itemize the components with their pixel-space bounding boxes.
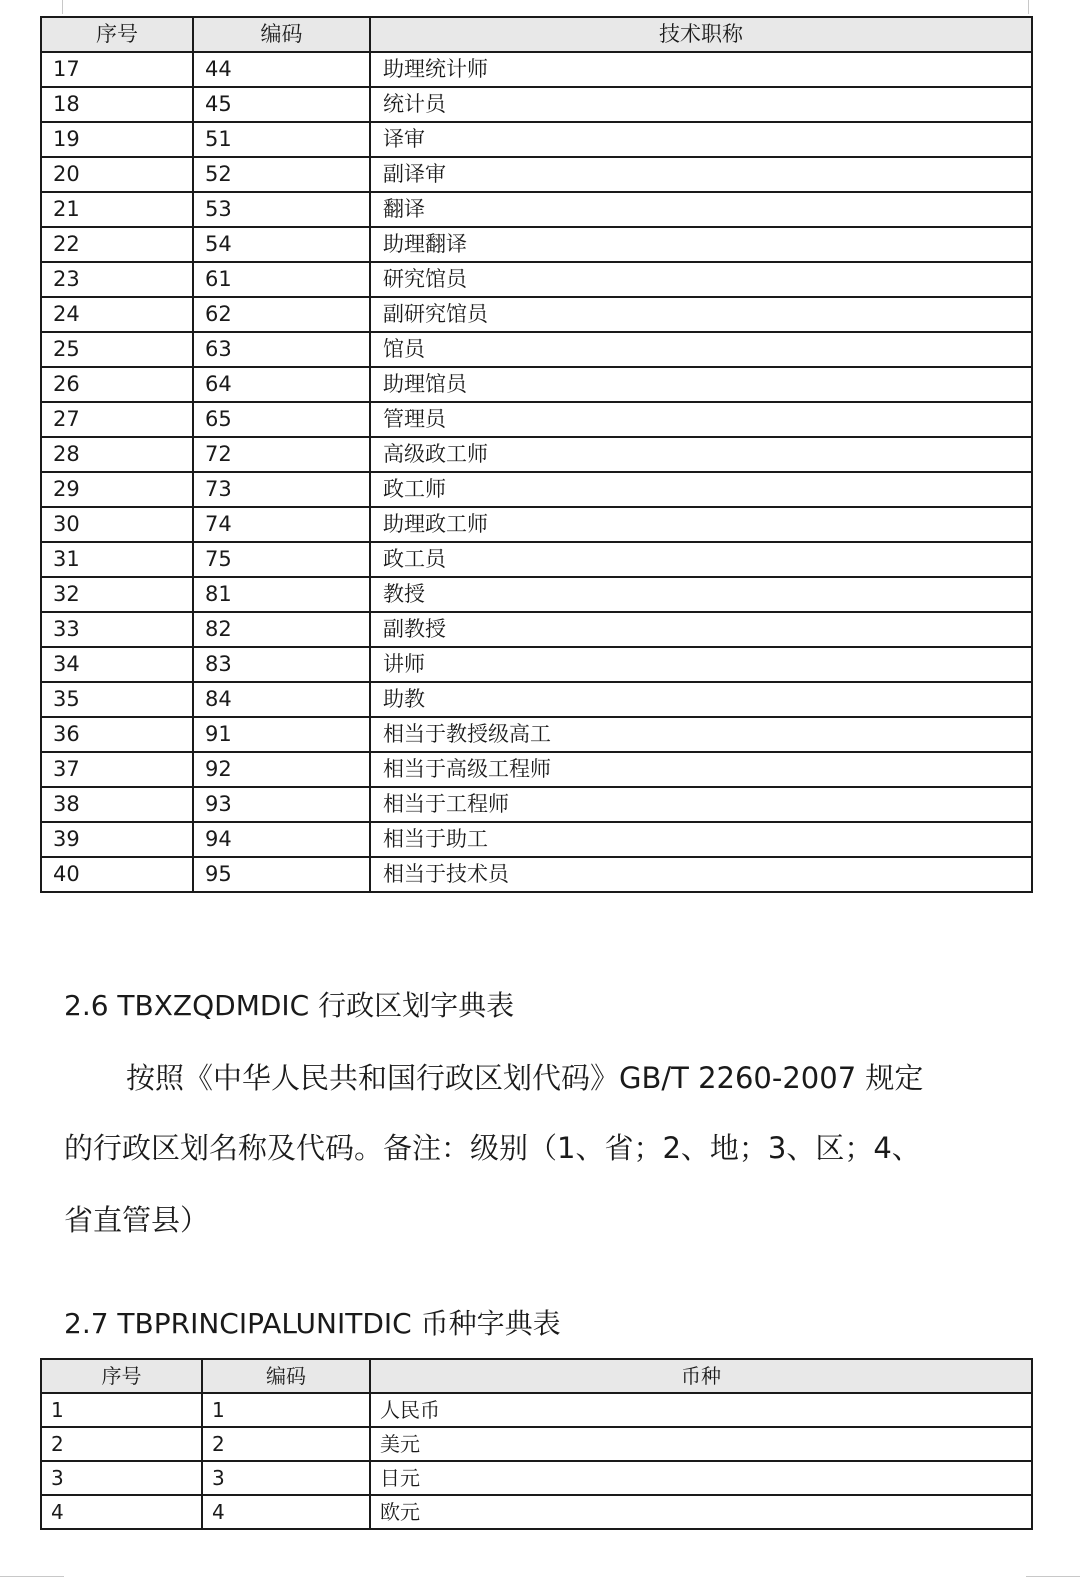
cell-name: 助理馆员 xyxy=(370,367,1032,402)
cell-code: 95 xyxy=(193,857,370,892)
cell-name: 政工员 xyxy=(370,542,1032,577)
cell-code: 64 xyxy=(193,367,370,402)
cell-code: 92 xyxy=(193,752,370,787)
header-seq: 序号 xyxy=(41,17,193,52)
cell-seq: 34 xyxy=(41,647,193,682)
cell-seq: 37 xyxy=(41,752,193,787)
cell-code: 84 xyxy=(193,682,370,717)
cell-code: 72 xyxy=(193,437,370,472)
paragraph-line: 按照《中华人民共和国行政区划代码》GB/T 2260-2007 规定 xyxy=(126,1061,924,1095)
cell-code: 1 xyxy=(202,1393,370,1427)
cell-name: 副译审 xyxy=(370,157,1032,192)
cell-name: 馆员 xyxy=(370,332,1032,367)
cell-seq: 19 xyxy=(41,122,193,157)
table-row xyxy=(41,87,1032,122)
table-header-row xyxy=(41,17,1032,52)
cell-name: 管理员 xyxy=(370,402,1032,437)
cell-code: 81 xyxy=(193,577,370,612)
table-row xyxy=(41,717,1032,752)
table-row xyxy=(41,1427,1032,1461)
cell-name: 副研究馆员 xyxy=(370,297,1032,332)
cell-code: 51 xyxy=(193,122,370,157)
table-row xyxy=(41,1495,1032,1529)
cell-seq: 2 xyxy=(41,1427,202,1461)
cell-name: 翻译 xyxy=(370,192,1032,227)
page-corner-mark xyxy=(62,0,63,14)
table-row xyxy=(41,682,1032,717)
cell-seq: 33 xyxy=(41,612,193,647)
header-seq: 序号 xyxy=(41,1359,202,1393)
table-row xyxy=(41,787,1032,822)
paragraph-line: 的行政区划名称及代码。备注：级别（1、省；2、地；3、区；4、 xyxy=(64,1131,921,1165)
cell-seq: 29 xyxy=(41,472,193,507)
cell-seq: 38 xyxy=(41,787,193,822)
table-row xyxy=(41,857,1032,892)
cell-seq: 26 xyxy=(41,367,193,402)
cell-code: 94 xyxy=(193,822,370,857)
cell-name: 高级政工师 xyxy=(370,437,1032,472)
table-row xyxy=(41,227,1032,262)
cell-seq: 18 xyxy=(41,87,193,122)
cell-name: 相当于助工 xyxy=(370,822,1032,857)
cell-code: 44 xyxy=(193,52,370,87)
cell-seq: 17 xyxy=(41,52,193,87)
cell-seq: 36 xyxy=(41,717,193,752)
cell-code: 93 xyxy=(193,787,370,822)
cell-seq: 24 xyxy=(41,297,193,332)
paragraph-line: 省直管县） xyxy=(64,1203,210,1237)
cell-seq: 39 xyxy=(41,822,193,857)
table-row xyxy=(41,542,1032,577)
header-title: 技术职称 xyxy=(370,17,1032,52)
table-row xyxy=(41,1393,1032,1427)
currency-table xyxy=(40,1358,1033,1530)
cell-name: 人民币 xyxy=(370,1393,1032,1427)
cell-name: 相当于技术员 xyxy=(370,857,1032,892)
cell-code: 73 xyxy=(193,472,370,507)
table-row xyxy=(41,122,1032,157)
table-row xyxy=(41,612,1032,647)
cell-code: 74 xyxy=(193,507,370,542)
cell-code: 63 xyxy=(193,332,370,367)
cell-code: 62 xyxy=(193,297,370,332)
cell-seq: 32 xyxy=(41,577,193,612)
cell-seq: 22 xyxy=(41,227,193,262)
section-heading-2-6: 2.6 TBXZQDMDIC 行政区划字典表 xyxy=(64,989,515,1022)
cell-seq: 23 xyxy=(41,262,193,297)
cell-name: 研究馆员 xyxy=(370,262,1032,297)
cell-code: 61 xyxy=(193,262,370,297)
table-row xyxy=(41,472,1032,507)
cell-seq: 35 xyxy=(41,682,193,717)
cell-seq: 27 xyxy=(41,402,193,437)
cell-code: 83 xyxy=(193,647,370,682)
cell-name: 欧元 xyxy=(370,1495,1032,1529)
cell-code: 54 xyxy=(193,227,370,262)
cell-name: 教授 xyxy=(370,577,1032,612)
cell-code: 4 xyxy=(202,1495,370,1529)
table-header-row xyxy=(41,1359,1032,1393)
cell-name: 相当于高级工程师 xyxy=(370,752,1032,787)
table-row xyxy=(41,52,1032,87)
table-row xyxy=(41,157,1032,192)
header-code: 编码 xyxy=(193,17,370,52)
cell-seq: 30 xyxy=(41,507,193,542)
cell-code: 53 xyxy=(193,192,370,227)
header-code: 编码 xyxy=(202,1359,370,1393)
page-corner-mark xyxy=(0,1576,64,1577)
section-heading-2-7: 2.7 TBPRINCIPALUNITDIC 币种字典表 xyxy=(64,1307,561,1340)
cell-name: 助教 xyxy=(370,682,1032,717)
cell-code: 2 xyxy=(202,1427,370,1461)
table-row xyxy=(41,297,1032,332)
cell-code: 82 xyxy=(193,612,370,647)
cell-seq: 25 xyxy=(41,332,193,367)
cell-name: 相当于工程师 xyxy=(370,787,1032,822)
table-row xyxy=(41,647,1032,682)
cell-seq: 28 xyxy=(41,437,193,472)
cell-name: 助理政工师 xyxy=(370,507,1032,542)
cell-name: 译审 xyxy=(370,122,1032,157)
title-code-table xyxy=(40,16,1033,893)
table-row xyxy=(41,1461,1032,1495)
table-row xyxy=(41,822,1032,857)
cell-seq: 40 xyxy=(41,857,193,892)
cell-code: 52 xyxy=(193,157,370,192)
table-row xyxy=(41,367,1032,402)
table-row xyxy=(41,577,1032,612)
cell-seq: 3 xyxy=(41,1461,202,1495)
table-row xyxy=(41,752,1032,787)
table-row xyxy=(41,262,1032,297)
header-currency: 币种 xyxy=(370,1359,1032,1393)
cell-code: 65 xyxy=(193,402,370,437)
cell-name: 相当于教授级高工 xyxy=(370,717,1032,752)
table-row xyxy=(41,402,1032,437)
cell-name: 助理翻译 xyxy=(370,227,1032,262)
cell-code: 45 xyxy=(193,87,370,122)
cell-seq: 20 xyxy=(41,157,193,192)
cell-name: 政工师 xyxy=(370,472,1032,507)
cell-code: 75 xyxy=(193,542,370,577)
cell-code: 91 xyxy=(193,717,370,752)
table-row xyxy=(41,192,1032,227)
cell-name: 日元 xyxy=(370,1461,1032,1495)
table-row xyxy=(41,332,1032,367)
cell-seq: 21 xyxy=(41,192,193,227)
page-corner-mark xyxy=(1028,0,1029,14)
cell-seq: 31 xyxy=(41,542,193,577)
table-row xyxy=(41,437,1032,472)
cell-code: 3 xyxy=(202,1461,370,1495)
cell-name: 助理统计师 xyxy=(370,52,1032,87)
page-corner-mark xyxy=(1026,1576,1080,1577)
cell-name: 统计员 xyxy=(370,87,1032,122)
cell-name: 讲师 xyxy=(370,647,1032,682)
cell-seq: 4 xyxy=(41,1495,202,1529)
table-row xyxy=(41,507,1032,542)
cell-name: 美元 xyxy=(370,1427,1032,1461)
cell-name: 副教授 xyxy=(370,612,1032,647)
cell-seq: 1 xyxy=(41,1393,202,1427)
